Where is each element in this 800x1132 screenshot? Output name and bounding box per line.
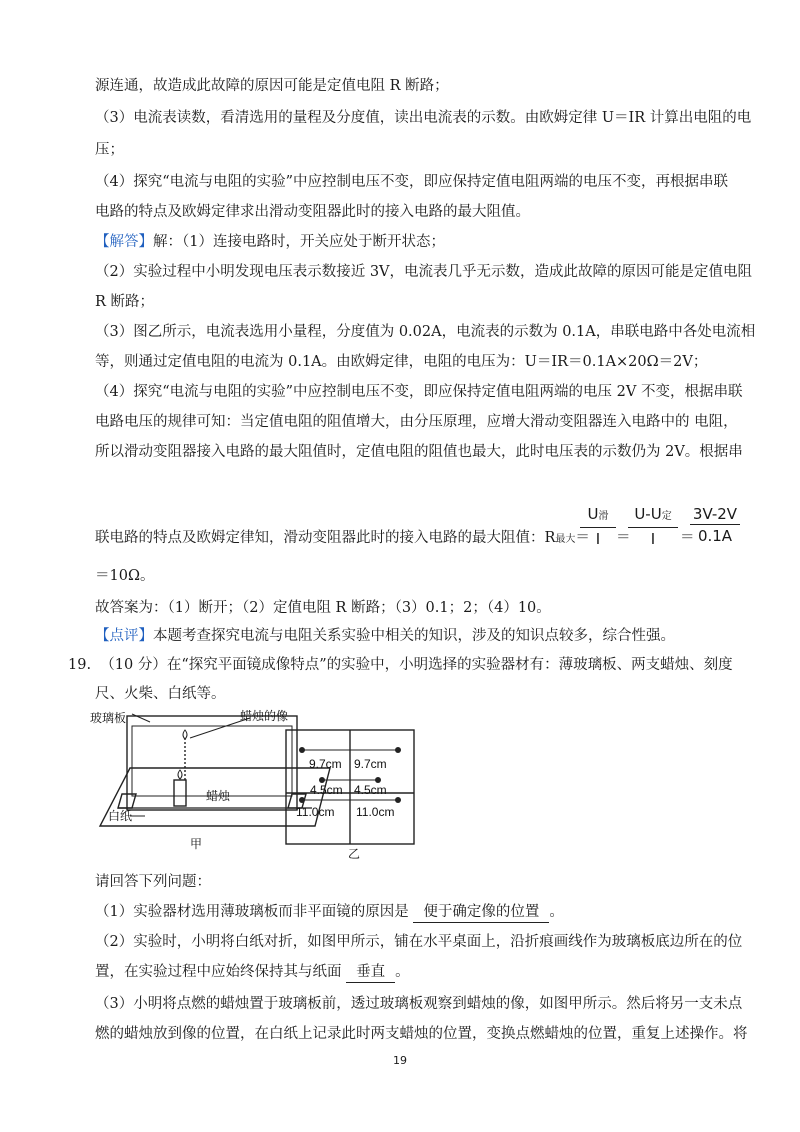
fraction-3	[690, 504, 740, 547]
equals-sign: ＝	[616, 530, 631, 546]
text-line: （4）探究“电流与电阻的实验”中应控制电压不变，即应保持定值电阻两端的电压不变，再根据串联	[95, 174, 729, 190]
fraction-2-num: U-U	[634, 505, 662, 523]
fraction-2-sub: 定	[661, 511, 672, 522]
text-line: 电路的特点及欧姆定律求出滑动变阻器此时的接入电路的最大阻值。	[95, 204, 530, 220]
text-line: 。	[395, 964, 410, 980]
fraction-1-num: U	[587, 505, 599, 523]
dim-label: 9.7cm	[354, 757, 387, 771]
fraction-2	[628, 504, 678, 550]
fraction-3-num: 3V-2V	[690, 504, 740, 525]
dim-label: 11.0cm	[296, 805, 335, 819]
text-line: 。	[549, 904, 564, 920]
text-line: 压；	[95, 142, 124, 158]
answer-heading	[95, 232, 445, 252]
caption-jia: 甲	[190, 837, 203, 851]
label-glass: 玻璃板	[90, 711, 127, 725]
text-line: （3）小明将点燃的蜡烛置于玻璃板前，透过玻璃板观察到蜡烛的像，如图甲所示。然后将另一支未点	[95, 996, 743, 1012]
caption-yi: 乙	[348, 847, 361, 861]
question-part-1	[95, 902, 564, 923]
dim-label: 9.7cm	[309, 757, 342, 771]
fraction-2-den: I	[650, 530, 656, 548]
comment-line	[95, 626, 675, 646]
text-line: 尺、火柴、白纸等。	[95, 686, 226, 702]
text-line: （2）实验过程中小明发现电压表示数接近 3V，电流表几乎无示数，造成此故障的原因可能是定值电阻	[95, 264, 753, 280]
fraction-1-sub: 滑	[598, 511, 609, 522]
text-line: R 断路；	[95, 294, 155, 310]
text-line: 等，则通过定值电阻的电流为 0.1A。由欧姆定律，电阻的电压为：U＝IR＝0.1A×20Ω＝2V；	[95, 354, 708, 370]
text-line: （10 分）在“探究平面镜成像特点”的实验中，小明选择的实验器材有：薄玻璃板、两支蜡烛、刻度	[100, 657, 733, 673]
text-line: 源连通，故造成此故障的原因可能是定值电阻 R 断路；	[95, 78, 449, 94]
question-number: 19.	[68, 657, 92, 673]
page-number: 19	[393, 1054, 407, 1067]
dim-label: 11.0cm	[356, 805, 395, 819]
jieda-tag: 【解答】	[95, 234, 153, 250]
equals-sign: ＝	[575, 530, 590, 546]
dim-label: 4.5cm	[310, 783, 343, 797]
text-line: 置，在实验过程中应始终保持其与纸面	[95, 964, 342, 980]
text-line: 燃的蜡烛放到像的位置，在白纸上记录此时两支蜡烛的位置，变换点燃蜡烛的位置，重复上述操作。将	[95, 1026, 748, 1042]
text-line: （2）实验时，小明将白纸对折，如图甲所示，铺在水平桌面上，沿折痕画线作为玻璃板底边所在的位	[95, 934, 743, 950]
question-line	[68, 655, 733, 675]
fraction-3-den: 0.1A	[697, 527, 733, 545]
text-line: ＝10Ω。	[95, 568, 155, 584]
text-line: 故答案为：（1）断开；（2）定值电阻 R 断路；（3）0.1；2；（4）10。	[95, 600, 551, 616]
text-line: 电路电压的规律可知：当定值电阻的阻值增大，由分压原理，应增大滑动变阻器连入电路中的 电阻，	[95, 414, 738, 430]
text-line: 请回答下列问题：	[95, 874, 211, 890]
text-line: （4）探究“电流与电阻的实验”中应控制电压不变，即应保持定值电阻两端的电压 2V 不变，根据串联	[95, 384, 743, 400]
dim-label: 4.5cm	[354, 783, 387, 797]
text-line: 本题考查探究电流与电阻关系实验中相关的知识，涉及的知识点较多，综合性强。	[153, 628, 675, 644]
label-image: 蜡烛的像	[240, 709, 289, 723]
answer-blank-2: 垂直	[346, 962, 395, 983]
text-line: （3）图乙所示，电流表选用小量程，分度值为 0.02A，电流表的示数为 0.1A，串联电路中各处电流相	[95, 324, 756, 340]
text-line: （3）电流表读数，看清选用的量程及分度值，读出电流表的示数。由欧姆定律 U＝IR 计算出电阻的电	[95, 110, 752, 126]
answer-blank-1: 便于确定像的位置	[413, 902, 549, 923]
formula-subscript: 最大	[555, 534, 576, 545]
label-candle: 蜡烛	[206, 789, 231, 803]
text-line	[95, 528, 590, 550]
text-line: 解：（1）连接电路时，开关应处于断开状态；	[153, 234, 445, 250]
label-paper: 白纸	[108, 809, 133, 823]
question-part-2	[95, 962, 410, 983]
text-line: 所以滑动变阻器接入电路的最大阻值时，定值电阻的阻值也最大，此时电压表的示数仍为 2V。根据串	[95, 444, 743, 460]
text-line: （1）实验器材选用薄玻璃板而非平面镜的原因是	[95, 904, 409, 920]
fraction-1	[580, 504, 616, 550]
formula-lead: 联电路的特点及欧姆定律知，滑动变阻器此时的接入电路的最大阻值：R	[95, 530, 556, 546]
dianping-tag: 【点评】	[95, 628, 153, 644]
equals-sign: ＝	[680, 530, 695, 546]
experiment-figure	[90, 708, 450, 863]
fraction-1-den: I	[595, 530, 601, 548]
